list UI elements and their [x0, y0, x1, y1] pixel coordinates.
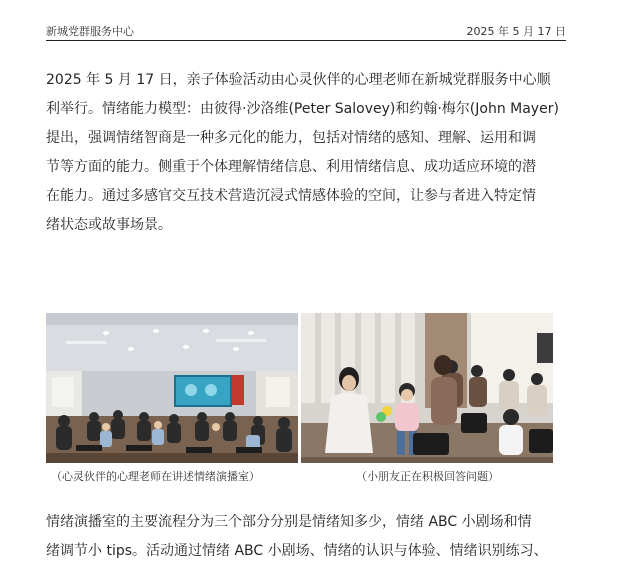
- paragraph-line: 绪调节小 tips。活动通过情绪 ABC 小剧场、情绪的认识与体验、情绪识别练习、: [46, 543, 548, 559]
- paragraph-line: 节等方面的能力。侧重于个体理解情绪信息、利用情绪信息、成功适应环境的潜: [46, 159, 536, 175]
- paragraph-line: 提出，强调情绪智商是一种多元化的能力，包括对情绪的感知、理解、运用和调: [46, 130, 536, 146]
- children-photo: [301, 313, 553, 463]
- left-photo-caption: （心灵伙伴的心理老师在讲述情绪演播室）: [51, 470, 260, 483]
- paragraph-line: 情绪演播室的主要流程分为三个部分分别是情绪知多少，情绪 ABC 小剧场和情: [46, 514, 532, 530]
- process-paragraph: [46, 508, 568, 566]
- paragraph-line: 绪状态或故事场景。: [46, 217, 172, 233]
- right-photo-caption: （小朋友正在积极回答问题）: [356, 470, 499, 483]
- intro-paragraph: [46, 66, 568, 240]
- paragraph-line: 在能力。通过多感官交互技术营造沉浸式情感体验的空间，让参与者进入特定情: [46, 188, 536, 204]
- header-date: 2025 年 5 月 17 日: [466, 25, 566, 38]
- paragraph-line: 2025 年 5 月 17 日，亲子体验活动由心灵伙伴的心理老师在新城党群服务中心顺: [46, 72, 551, 88]
- header-organization: 新城党群服务中心: [46, 25, 134, 38]
- page-header: [46, 23, 566, 41]
- classroom-photo: [46, 313, 298, 463]
- paragraph-line: 利举行。情绪能力模型：由彼得·沙洛维(Peter Salovey)和约翰·梅尔(John Mayer): [46, 101, 559, 117]
